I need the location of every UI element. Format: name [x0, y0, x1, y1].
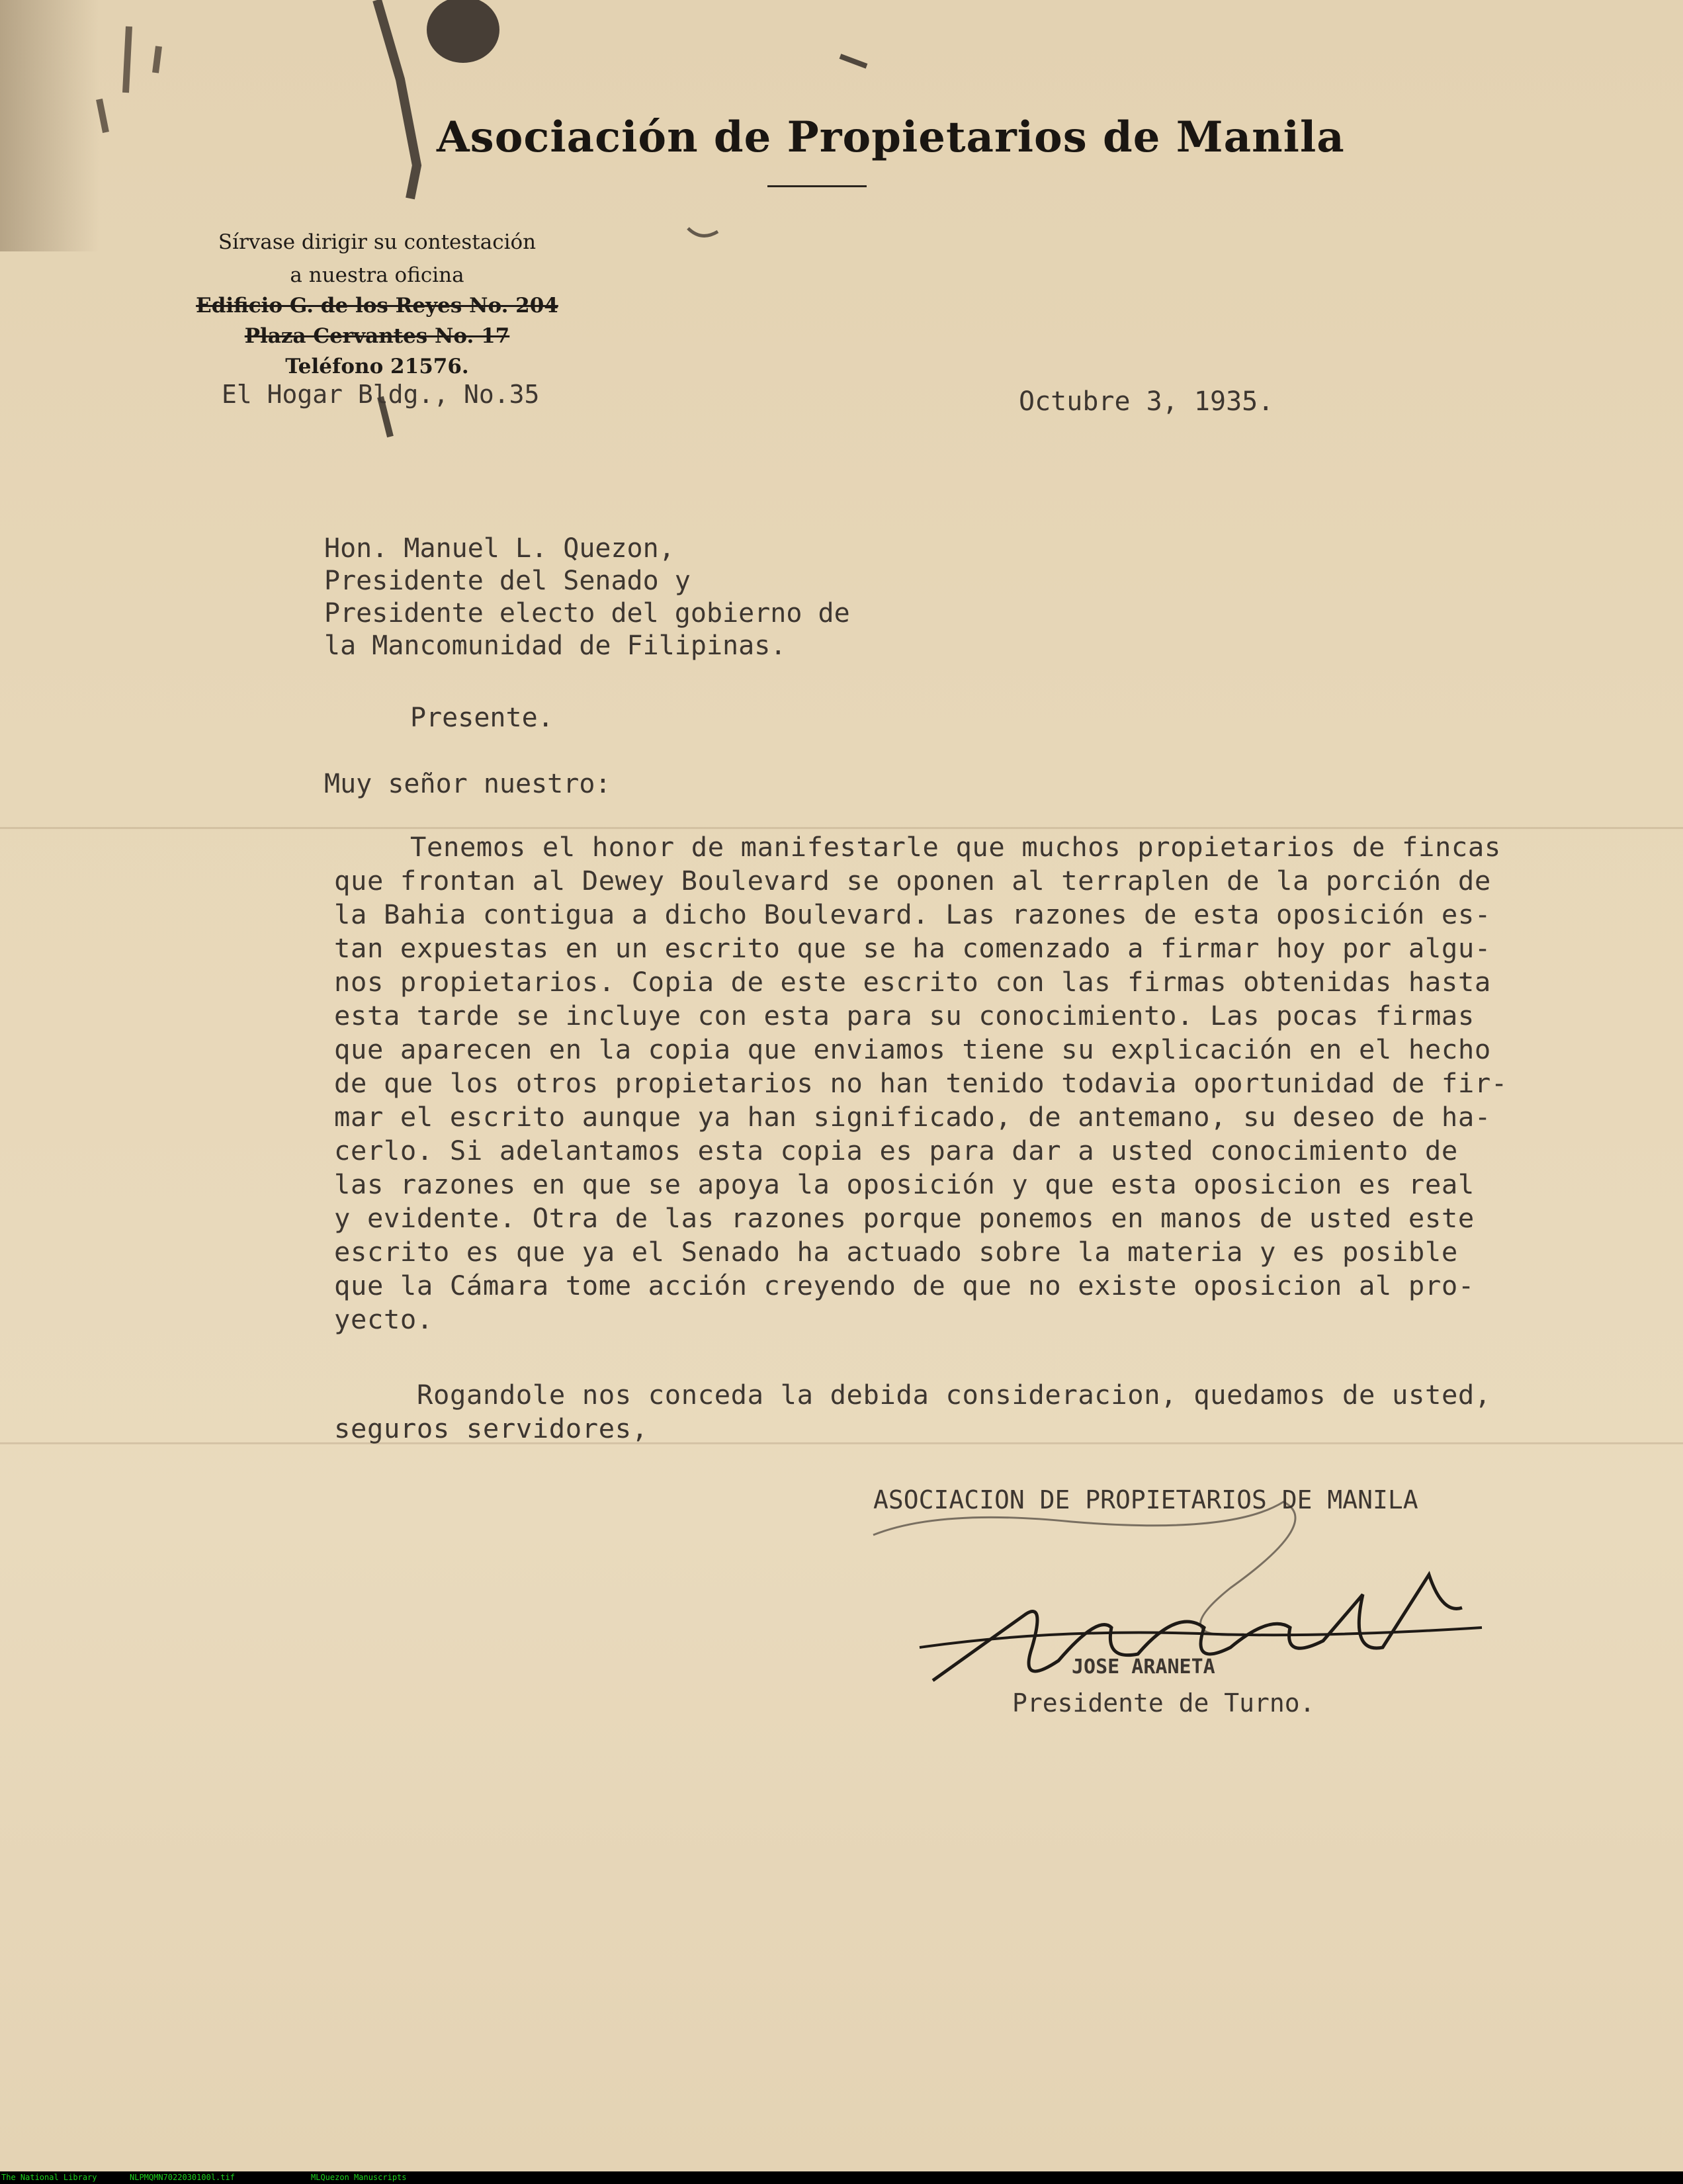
body-line: yecto.	[334, 1303, 433, 1335]
struck-address: Edificio G. de los Reyes No. 204	[196, 294, 558, 318]
recipient-line: Hon. Manuel L. Quezon,	[324, 533, 675, 564]
body-line: las razones en que se apoya la oposición y que esta oposicion es real	[334, 1168, 1475, 1200]
body-line: esta tarde se incluye con esta para su conocimiento. Las pocas firmas	[334, 1000, 1475, 1031]
contact-line: a nuestra oficina	[290, 263, 464, 287]
contact-line: Sírvase dirigir su contestación	[218, 230, 537, 254]
body-line: tan expuestas en un escrito que se ha comenzado a firmar hoy por algu-	[334, 932, 1491, 964]
signature-organization: ASOCIACION DE PROPIETARIOS DE MANILA	[873, 1485, 1418, 1514]
struck-address: Plaza Cervantes No. 17	[244, 324, 510, 348]
ink-blot	[427, 0, 499, 63]
letter-date: Octubre 3, 1935.	[1019, 386, 1274, 417]
phone-number: Teléfono 21576.	[285, 355, 469, 378]
ink-mark	[688, 228, 718, 236]
signatory-name: JOSE ARANETA	[1072, 1655, 1215, 1679]
body-line: escrito es que ya el Senado ha actuado sobre la materia y es posible	[334, 1236, 1458, 1268]
ink-mark	[840, 56, 867, 66]
body-line: que frontan al Dewey Boulevard se oponen al terraplen de la porción de	[334, 865, 1491, 896]
footer-library: The National Library	[1, 2173, 97, 2182]
closing-line: Rogandole nos conceda la debida consideracion, quedamos de usted,	[417, 1379, 1491, 1411]
edge-mark	[99, 26, 159, 132]
footer-file: NLPMQMN7022030100l.tif	[130, 2173, 235, 2182]
closing-line: seguros servidores,	[334, 1413, 648, 1444]
recipient-line: Presidente del Senado y	[324, 566, 691, 596]
recipient-line: Presidente electo del gobierno de	[324, 598, 850, 629]
fold-line	[0, 827, 1683, 829]
typed-address: El Hogar Bldg., No.35	[222, 380, 540, 409]
presente: Presente.	[410, 703, 554, 733]
body-line: que aparecen en la copia que enviamos tiene su explicación en el hecho	[334, 1033, 1491, 1065]
ink-smear	[377, 0, 417, 198]
title-rule	[767, 185, 867, 187]
fold-line	[0, 1442, 1683, 1444]
recipient-line: la Mancomunidad de Filipinas.	[324, 631, 787, 661]
body-line: Tenemos el honor de manifestarle que muchos propietarios de fincas	[410, 831, 1501, 863]
body-line: de que los otros propietarios no han tenido todavia oportunidad de fir-	[334, 1067, 1508, 1099]
body-line: que la Cámara tome acción creyendo de que no existe oposicion al pro-	[334, 1270, 1475, 1301]
body-line: y evidente. Otra de las razones porque ponemos en manos de usted este	[334, 1202, 1475, 1234]
salutation: Muy señor nuestro:	[324, 769, 611, 799]
footer-collection: MLQuezon Manuscripts	[311, 2173, 407, 2182]
signatory-title: Presidente de Turno.	[1012, 1688, 1315, 1718]
body-line: mar el escrito aunque ya han significado, de antemano, su deseo de ha-	[334, 1101, 1491, 1133]
body-line: la Bahia contigua a dicho Boulevard. Las razones de esta oposición es-	[334, 898, 1491, 930]
body-line: cerlo. Si adelantamos esta copia es para dar a usted conocimiento de	[334, 1135, 1458, 1166]
scan-footer	[0, 2171, 1683, 2184]
letterhead-title: Asociación de Propietarios de Manila	[437, 112, 1345, 162]
body-line: nos propietarios. Copia de este escrito con las firmas obtenidas hasta	[334, 966, 1491, 998]
